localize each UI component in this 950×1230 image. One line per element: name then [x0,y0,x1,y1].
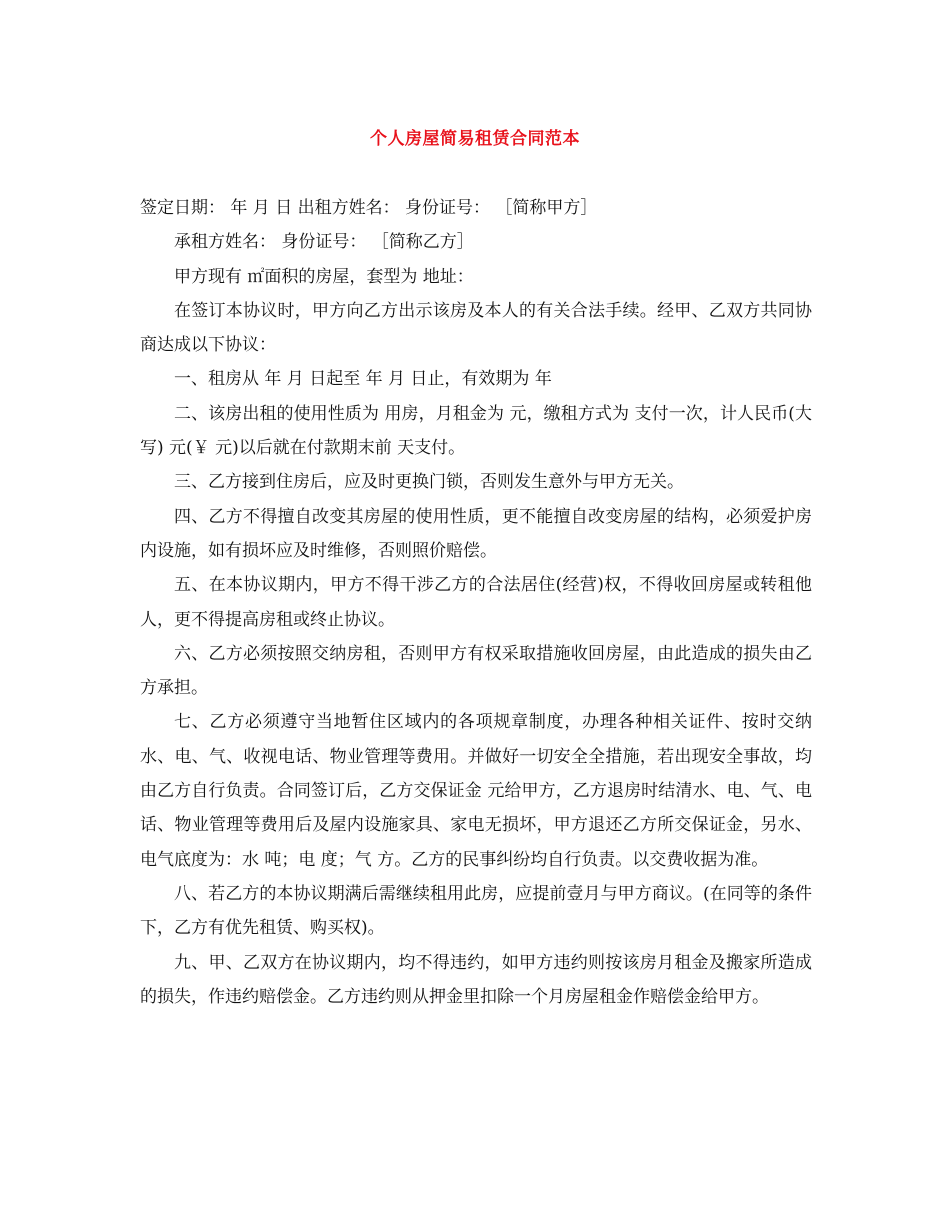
clause-1: 一、租房从 年 月 日起至 年 月 日止，有效期为 年 [174,369,552,390]
property-info-line: 甲方现有 ㎡面积的房屋，套型为 地址： [174,266,474,287]
clause-2: 二、该房出租的使用性质为 用房，月租金为 元，缴租方式为 支付一次，计人民币(大写) 元(￥ 元)以后就在付款期末前 天支付。 [140,403,812,459]
preamble-paragraph: 在签订本协议时，甲方向乙方出示该房及本人的有关合法手续。经甲、乙双方共同协商达成以下协议： [140,300,812,356]
clause-7: 七、乙方必须遵守当地暂住区域内的各项规章制度，办理各种相关证件、按时交纳水、电、气、收视电话、物业管理等费用。并做好一切安全全措施，若出现安全事故，均由乙方自行负责。合同签订后，乙方交保证金 元给甲方，乙方退房时结清水、电、气、电话、物业管理等费用后及屋内设施家具、家电无损坏，甲方退还乙方所交保证金，另水、电气底度为：水 吨；电 度；气 方。乙方的民事纠纷均自行负责。以交费收据为准。 [140,712,812,870]
document-body [140,191,812,1014]
clause-8: 八、若乙方的本协议期满后需继续租用此房，应提前壹月与甲方商议。(在同等的条件下，乙方有优先租赁、购买权)。 [140,883,812,939]
document-title: 个人房屋简易租赁合同范本 [370,129,580,149]
clause-9: 九、甲、乙双方在协议期内，均不得违约，如甲方违约则按该房月租金及搬家所造成的损失，作违约赔偿金。乙方违约则从押金里扣除一个月房屋租金作赔偿金给甲方。 [140,952,812,1007]
clause-6: 六、乙方必须按照交纳房租，否则甲方有权采取措施收回房屋，由此造成的损失由乙方承担。 [140,643,812,699]
clause-5: 五、在本协议期内，甲方不得干涉乙方的合法居住(经营)权，不得收回房屋或转租他人，更不得提高房租或终止协议。 [140,575,812,630]
tenant-info-line: 承租方姓名： 身份证号： ［简称乙方］ [174,232,474,253]
signing-info-line: 签定日期： 年 月 日 出租方姓名： 身份证号： ［简称甲方］ [140,198,598,218]
clause-4: 四、乙方不得擅自改变其房屋的使用性质，更不能擅自改变房屋的结构，必须爱护房内设施，如有损坏应及时维修，否则照价赔偿。 [140,506,812,561]
clause-3: 三、乙方接到住房后，应及时更换门锁，否则发生意外与甲方无关。 [174,472,684,493]
